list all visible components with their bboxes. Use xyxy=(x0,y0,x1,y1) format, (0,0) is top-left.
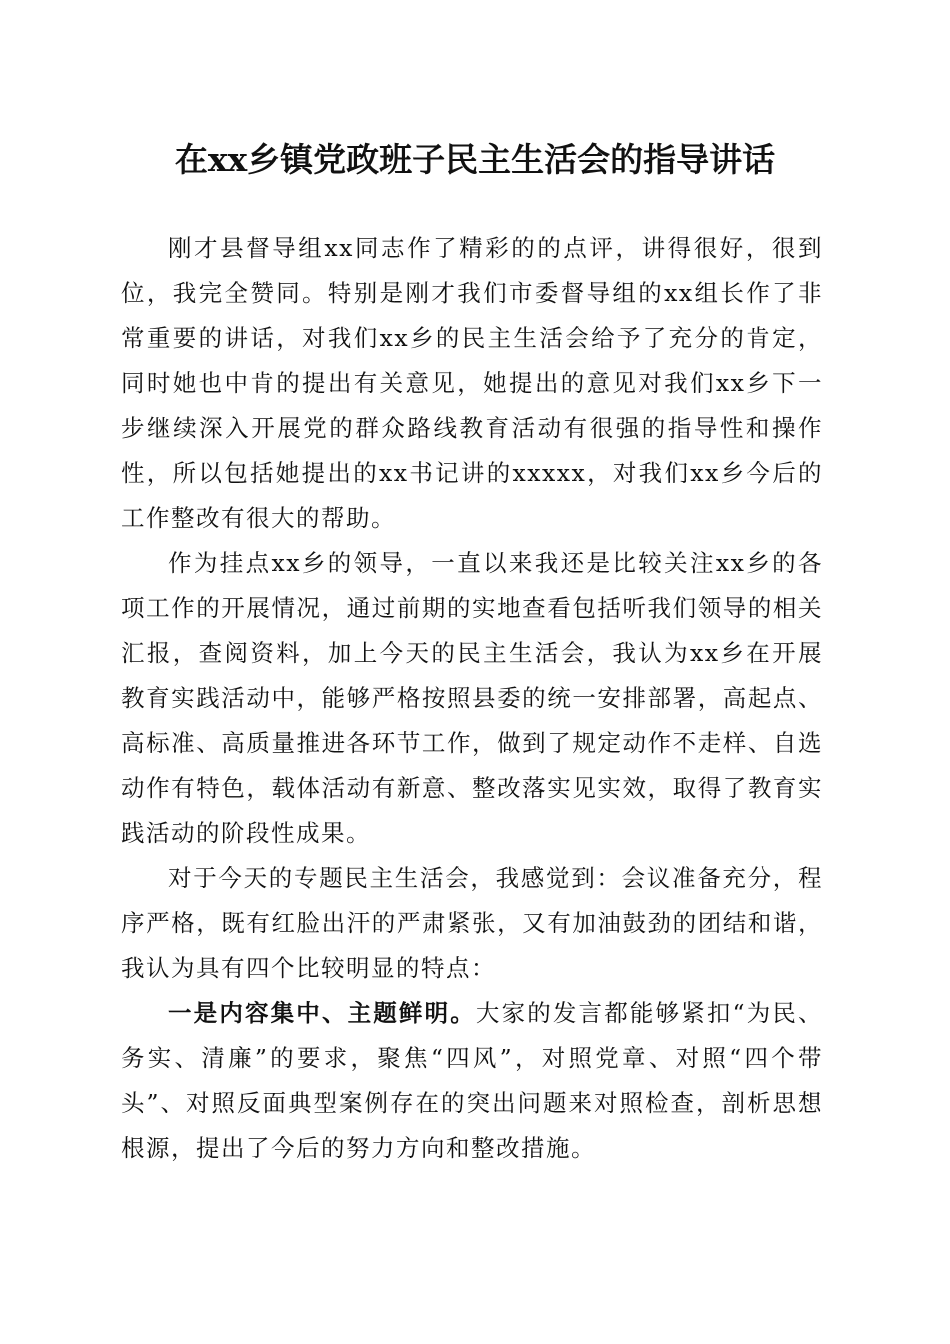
document-body xyxy=(121,226,823,1171)
paragraph-1-text: 刚才县督导组xx同志作了精彩的的点评，讲得很好，很到位，我完全赞同。特别是刚才我们市委督导组的xx组长作了非常重要的讲话，对我们xx乡的民主生活会给予了充分的肯定，同时她也中肯的提出有关意见，她提出的意见对我们xx乡下一步继续深入开展党的群众路线教育活动有很强的指导性和操作性，所以包括她提出的xx书记讲的xxxxx，对我们xx乡今后的工作整改有很大的帮助。 xyxy=(121,234,823,532)
paragraph-4-text: 大家的发言都能够紧扣“为民、务实、清廉”的要求，聚焦“四风”，对照党章、对照“四个带头”、对照反面典型案例存在的突出问题来对照检查，剖析思想根源，提出了今后的努力方向和整改措施。 xyxy=(121,999,824,1162)
document-title: 在xx乡镇党政班子民主生活会的指导讲话 xyxy=(174,140,776,179)
paragraph-1 xyxy=(121,226,823,541)
paragraph-4-lead: 一是内容集中、主题鲜明。 xyxy=(168,999,476,1027)
paragraph-4 xyxy=(121,991,823,1171)
paragraph-3-text: 对于今天的专题民主生活会，我感觉到：会议准备充分，程序严格，既有红脸出汗的严肃紧张，又有加油鼓劲的团结和谐，我认为具有四个比较明显的特点： xyxy=(121,864,823,982)
paragraph-2 xyxy=(121,541,823,856)
paragraph-3 xyxy=(121,856,823,991)
paragraph-2-text: 作为挂点xx乡的领导，一直以来我还是比较关注xx乡的各项工作的开展情况，通过前期的实地查看包括听我们领导的相关汇报，查阅资料，加上今天的民主生活会，我认为xx乡在开展教育实践活动中，能够严格按照县委的统一安排部署，高起点、高标准、高质量推进各环节工作，做到了规定动作不走样、自选动作有特色，载体活动有新意、整改落实见实效，取得了教育实践活动的阶段性成果。 xyxy=(121,549,823,847)
